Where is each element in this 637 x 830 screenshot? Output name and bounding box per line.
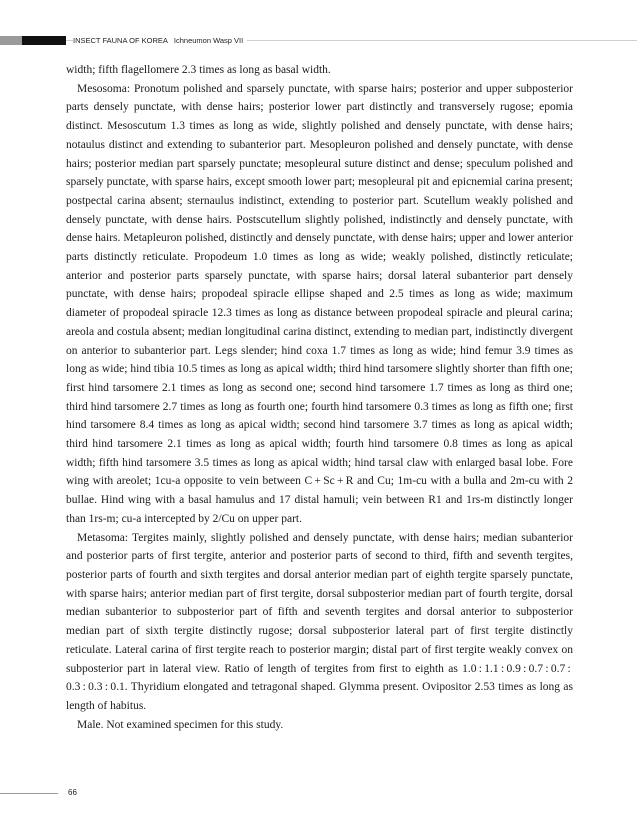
footer-rule [0,793,58,794]
paragraph-mesosoma: Mesosoma: Pronotum polished and sparsely punctate, with sparse hairs; posterior and upper subposterior parts densely punctate, with dense hairs; posterior lower part distinctly and transversely rugose; epomia distinct. Mesoscutum 1.3 times as long as wide, slightly polished and densely punctate, with dense hairs; notaulus distinct and extending to subanterior part. Mesopleuron polished and densely punctate, with dense hairs; posterior median part sparsely punctate; mesopleural suture distinct and dense; speculum polished and sparsely punctate, with sparse hairs, except smooth lower part; mesopleural pit and epicnemial carina present; postpectal carina absent; sternaulus indistinct, extending to posterior part. Scutellum weakly polished and densely punctate, with dense hairs. Postscutellum slightly polished, indistinctly and densely punctate, with dense hairs. Metapleuron polished, distinctly and densely punctate, with dense hairs; upper and lower anterior parts distinctly reticulate. Propodeum 1.0 times as long as wide; weakly polished, distinctly reticulate; anterior and posterior parts sparsely punctate, with sparse hairs; dorsal lateral subanterior part densely punctate, with dense hairs; propodeal spiracle ellipse shaped and 2.5 times as long as wide; maximum diameter of propodeal spiracle 12.3 times as long as distance between propodeal spiracle and pleural carina; areola and costula absent; median longitudinal carina distinct, extending to median part, indistinctly divergent on anterior to subanterior part. Legs slender; hind coxa 1.7 times as long as wide; hind femur 3.9 times as long as wide; hind tibia 10.5 times as long as apical width; third hind tarsomere slightly shorter than fifth one; first hind tarsomere 2.1 times as long as second one; second hind tarsomere 1.7 times as long as third one; third hind tarsomere 2.7 times as long as fourth one; fourth hind tarsomere 0.3 times as long as fifth one; first hind tarsomere 8.4 times as long as apical width; second hind tarsomere 3.7 times as long as apical width; third hind tarsomere 2.1 times as long as apical width; fourth hind tarsomere 0.8 times as long as apical width; fifth hind tarsomere 3.5 times as long as apical width; hind tarsal claw with enlarged basal lobe. Fore wing with areolet; 1cu-a opposite to vein between C + Sc + R and Cu; 1m-cu with a bulla and 2m-cu with 2 bullae. Hind wing with a basal hamulus and 17 distal hamuli; vein between R1 and 1rs-m distinctly longer than 1rs-m; cu-a intercepted by 2/Cu on upper part. [66,82,573,525]
header-bar-black-block [22,36,66,45]
body-text [66,61,573,734]
paragraph-continuation: width; fifth flagellomere 2.3 times as long as basal width. [66,64,331,76]
running-header [73,36,247,45]
page-number: 66 [68,788,77,797]
running-header-subtitle: Ichneumon Wasp VII [173,36,244,45]
running-header-title: INSECT FAUNA OF KOREA [73,36,168,45]
paragraph-male: Male. Not examined specimen for this study. [77,718,284,731]
paragraph-metasoma: Metasoma: Tergites mainly, slightly polished and densely punctate, with dense hairs; median subanterior and posterior parts of first tergite, anterior and posterior parts of second to third, fifth and seventh tergites, posterior parts of fourth and sixth tergites and dorsal anterior median part of eighth tergite sparsely punctate, with sparse hairs; anterior median part of first tergite, dorsal subposterior median part of fourth tergite, dorsal median subanterior to subposterior part of fifth and seventh tergites and dorsal anterior to subposterior median part of sixth tergite distinctly rugose; dorsal subposterior lateral part of first tergite distinctly reticulate. Lateral carina of first tergite reach to posterior margin; distal part of first tergite weakly convex on subposterior part in lateral view. Ratio of length of tergites from first to eighth as 1.0 : 1.1 : 0.9 : 0.7 : 0.7 : 0.3 : 0.3 : 0.1. Thyridium elongated and tetragonal shaped. Glymma present. Ovipositor 2.53 times as long as length of habitus. [66,531,573,712]
header-bar-gray-block [0,36,22,45]
